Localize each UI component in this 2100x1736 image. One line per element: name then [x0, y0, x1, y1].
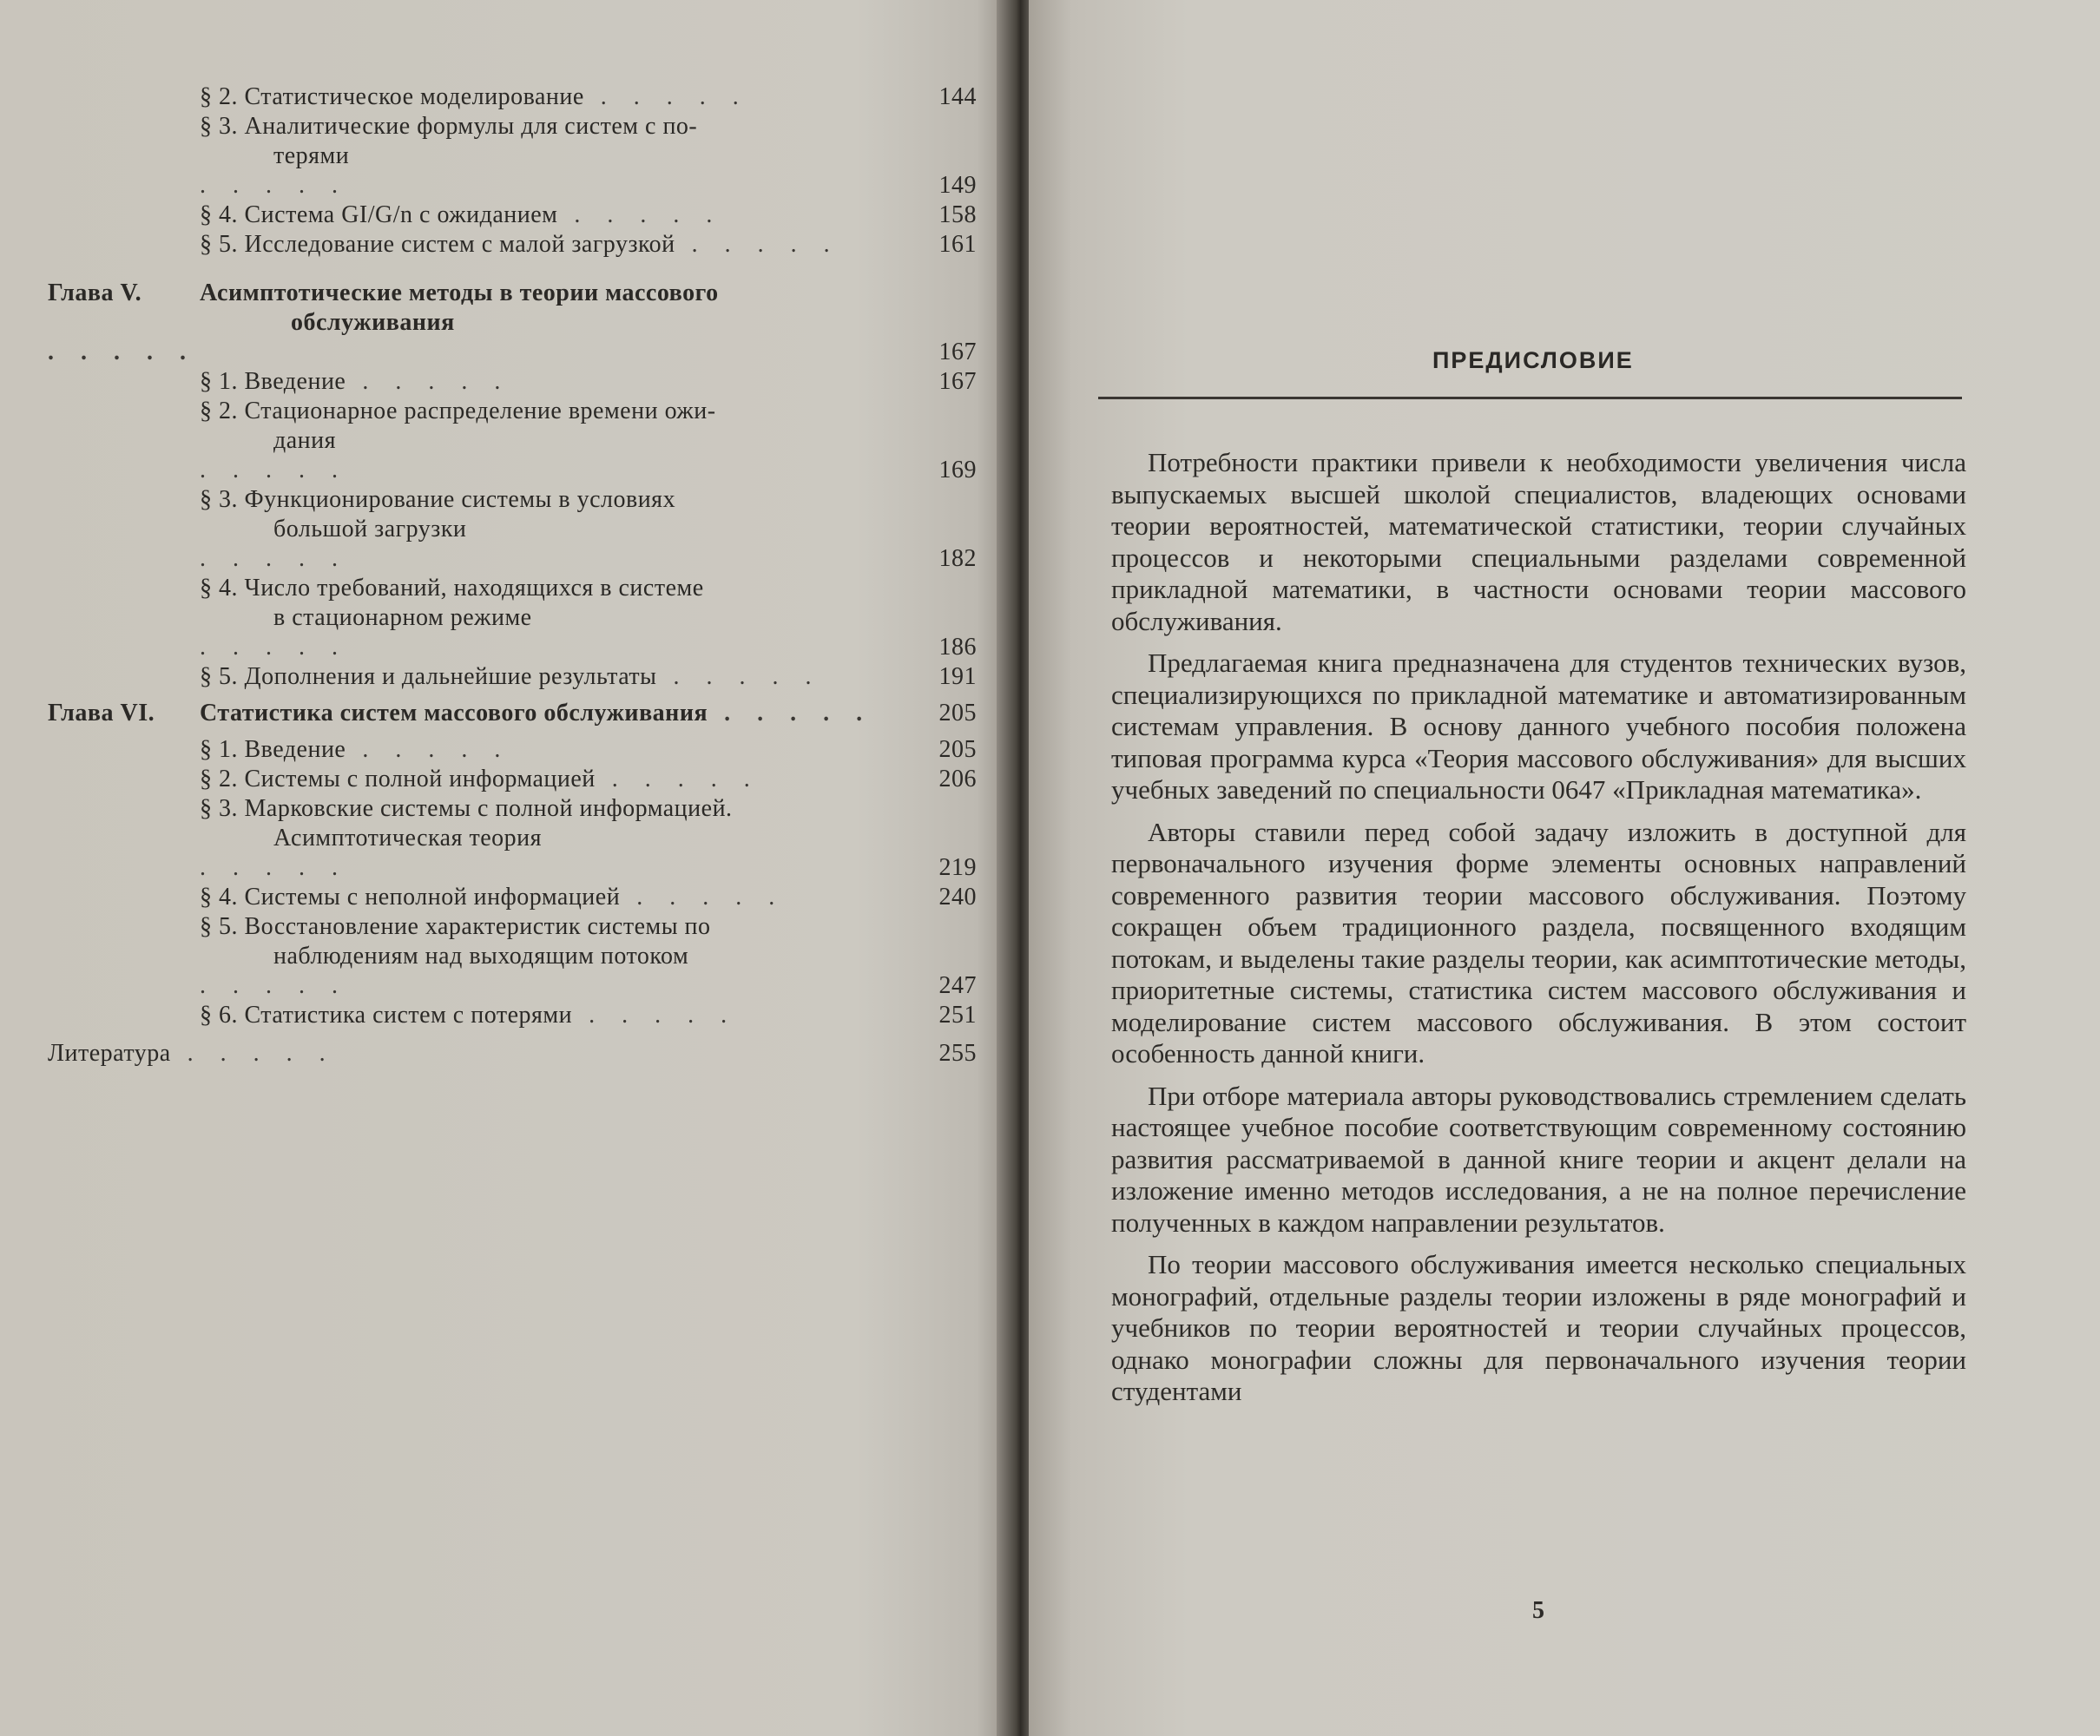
- toc-entry-title: Система GI/G/n с ожиданием: [244, 201, 558, 228]
- toc-entry-continuation: Асимптотическая теория: [273, 825, 543, 852]
- preface-paragraph: Предлагаемая книга предназначена для студентов технических вузов, специализирующихся по прикладной математике и автоматизированным системам управления. В основу данного учебного пособия положена типовая программа курса «Теория массового обслуживания» для высших учебных заведений по специальности 0647 «Прикладная математика».: [1111, 648, 1966, 805]
- toc-dot-leader: . . . . .: [583, 83, 749, 110]
- toc-entry-label: [48, 574, 916, 662]
- toc-page-number: 251: [938, 1002, 977, 1029]
- toc-entry-title: Литература: [48, 1040, 171, 1067]
- toc-entry-continuation: большой загрузки: [273, 516, 467, 542]
- toc-page-number: 144: [938, 83, 977, 110]
- toc-entry-label: [48, 485, 916, 574]
- toc-section-number: § 2.: [200, 398, 238, 424]
- toc-entry-title: Введение: [244, 736, 346, 763]
- toc-section-number: § 5.: [200, 663, 238, 690]
- toc-dot-leader: . . . . .: [708, 700, 873, 727]
- toc-entry-label: [48, 765, 916, 794]
- toc-row: [48, 1039, 977, 1069]
- toc-dot-leader: . . . . .: [200, 545, 348, 572]
- preface-heading: ПРЕДИСЛОВИЕ: [1432, 347, 1634, 373]
- toc-row: [48, 883, 977, 912]
- toc-entry-label: [48, 883, 916, 912]
- toc-row: [48, 794, 977, 883]
- toc-section-number: § 5.: [200, 231, 238, 258]
- toc-entry-title: Статистика систем массового обслуживания: [200, 700, 708, 727]
- toc-section-number: § 6.: [200, 1002, 238, 1029]
- toc-entry-label: [48, 397, 916, 485]
- toc-row: [48, 397, 977, 485]
- toc-page-number: 240: [938, 884, 977, 911]
- toc-row: [48, 765, 977, 794]
- toc-dot-leader: . . . . .: [200, 634, 348, 661]
- toc-entry-title: Стационарное распределение времени ожи-: [244, 398, 716, 424]
- toc-section-number: § 4.: [200, 884, 238, 911]
- preface-paragraph: Потребности практики привели к необходимости увеличения числа выпускаемых высшей школой специалистов, владеющих основами теории вероятностей, математической статистики, теории случайных процессов и некоторыми специальными разделами современной прикладной математики, в частности основами теории массового обслуживания.: [1111, 447, 1966, 636]
- toc-entry-title: Асимптотические методы в теории массового: [200, 279, 719, 306]
- preface-paragraph: Авторы ставили перед собой задачу изложить в доступной для первоначального изучения форме элементы основных направлений современного развития теории массового обслуживания. Поэтому сокращен объем традиционного раздела, посвященного входящим потокам, и выделены такие разделы теории, как асимптотические методы, приоритетные системы, статистика систем массового обслуживания и моделирование систем массового обслуживания. В этом состоит особенность данной книги.: [1111, 816, 1966, 1069]
- toc-page-number: 161: [938, 231, 977, 258]
- toc-row: [48, 279, 977, 367]
- toc-entry-label: [48, 662, 916, 692]
- toc-page-number: 158: [938, 201, 977, 228]
- toc-page-number: 182: [938, 545, 977, 572]
- toc-chapter-number: Глава VI.: [48, 700, 155, 727]
- toc-dot-leader: . . . . .: [346, 736, 511, 763]
- toc-dot-leader: . . . . .: [346, 368, 511, 395]
- table-of-contents: [48, 82, 977, 1069]
- toc-entry-label: [48, 1039, 916, 1069]
- toc-entry-label: [48, 279, 916, 367]
- toc-page-number: 167: [938, 339, 977, 365]
- toc-page-number: 247: [938, 972, 977, 999]
- toc-entry-title: Статистика систем с потерями: [244, 1002, 573, 1029]
- toc-entry-title: Восстановление характеристик системы по: [244, 913, 711, 940]
- toc-entry-title: Функционирование системы в условиях: [244, 486, 676, 513]
- toc-entry-continuation: дания: [273, 427, 337, 454]
- toc-entry-label: [48, 367, 916, 397]
- toc-entry-label: [48, 699, 916, 728]
- toc-row: [48, 912, 977, 1001]
- toc-section-number: § 4.: [200, 575, 238, 602]
- toc-page-number: 191: [938, 663, 977, 690]
- toc-section-number: § 2.: [200, 766, 238, 792]
- page-number: 5: [1532, 1597, 1544, 1624]
- toc-dot-leader: . . . . .: [572, 1002, 738, 1029]
- toc-entry-title: Аналитические формулы для систем с по-: [244, 113, 698, 140]
- toc-page-number: 205: [938, 736, 977, 763]
- toc-entry-title: Введение: [244, 368, 346, 395]
- toc-entry-title: Системы с полной информацией: [244, 766, 596, 792]
- toc-page-number: 169: [938, 457, 977, 483]
- toc-section-number: § 3.: [200, 795, 238, 822]
- toc-entry-label: [48, 201, 916, 230]
- toc-dot-leader: . . . . .: [200, 972, 348, 999]
- toc-row: [48, 82, 977, 112]
- toc-page-number: 149: [938, 172, 977, 199]
- toc-row: [48, 485, 977, 574]
- heading-rule: [1098, 397, 1962, 399]
- toc-dot-leader: . . . . .: [48, 339, 196, 365]
- toc-entry-title: Дополнения и дальнейшие результаты: [244, 663, 657, 690]
- toc-section-number: § 2.: [200, 83, 238, 110]
- toc-entry-label: [48, 82, 916, 112]
- toc-row: [48, 662, 977, 692]
- preface-paragraph: При отборе материала авторы руководствовались стремлением сделать настоящее учебное пособие соответствующим современному состоянию развития рассматриваемой в данной книге теории и акцент делали на изложение именно методов исследования, а не на полное перечисление полученных в каждом направлении результатов.: [1111, 1080, 1966, 1238]
- toc-section-number: § 1.: [200, 736, 238, 763]
- toc-entry-continuation: наблюдениям над выходящим потоком: [273, 943, 689, 970]
- toc-page-number: 167: [938, 368, 977, 395]
- preface-body: [1111, 447, 1966, 1418]
- toc-row: [48, 574, 977, 662]
- toc-section-number: § 5.: [200, 913, 238, 940]
- toc-entry-title: Марковские системы с полной информацией.: [244, 795, 733, 822]
- toc-entry-continuation: в стационарном режиме: [273, 604, 532, 631]
- toc-entry-label: [48, 112, 916, 201]
- toc-entry-label: [48, 230, 916, 260]
- toc-entry-label: [48, 794, 916, 883]
- toc-section-number: § 4.: [200, 201, 238, 228]
- toc-entry-title: Статистическое моделирование: [244, 83, 584, 110]
- toc-page-number: 205: [938, 700, 977, 727]
- toc-entry-title: Системы с неполной информацией: [244, 884, 621, 911]
- toc-entry-continuation: обслуживания: [291, 309, 455, 336]
- toc-dot-leader: . . . . .: [675, 231, 840, 258]
- toc-dot-leader: . . . . .: [200, 172, 348, 199]
- toc-dot-leader: . . . . .: [200, 457, 348, 483]
- toc-entry-continuation: терями: [273, 142, 350, 169]
- toc-dot-leader: . . . . .: [200, 854, 348, 881]
- toc-section-number: § 3.: [200, 486, 238, 513]
- toc-dot-leader: . . . . .: [620, 884, 786, 911]
- toc-row: [48, 112, 977, 201]
- toc-dot-leader: . . . . .: [557, 201, 723, 228]
- toc-dot-leader: . . . . .: [656, 663, 822, 690]
- preface-paragraph: По теории массового обслуживания имеется несколько специальных монографий, отдельные разделы теории изложены в ряде монографий и учебников по теории вероятностей и теории случайных процессов, однако монографии сложны для первоначального изучения теории студентами: [1111, 1249, 1966, 1406]
- toc-page-number: 255: [938, 1040, 977, 1067]
- toc-section-number: § 1.: [200, 368, 238, 395]
- toc-entry-title: Исследование систем с малой загрузкой: [244, 231, 675, 258]
- toc-chapter-number: Глава V.: [48, 279, 142, 306]
- toc-row: [48, 699, 977, 728]
- toc-page-number: 219: [938, 854, 977, 881]
- toc-section-number: § 3.: [200, 113, 238, 140]
- toc-page-number: 206: [938, 766, 977, 792]
- toc-row: [48, 367, 977, 397]
- toc-dot-leader: . . . . .: [595, 766, 760, 792]
- toc-row: [48, 735, 977, 765]
- toc-row: [48, 1001, 977, 1030]
- toc-row: [48, 230, 977, 260]
- toc-page-number: 186: [938, 634, 977, 661]
- toc-dot-leader: . . . . .: [170, 1040, 336, 1067]
- toc-row: [48, 201, 977, 230]
- toc-entry-label: [48, 1001, 916, 1030]
- toc-entry-label: [48, 735, 916, 765]
- toc-entry-title: Число требований, находящихся в системе: [244, 575, 704, 602]
- toc-entry-label: [48, 912, 916, 1001]
